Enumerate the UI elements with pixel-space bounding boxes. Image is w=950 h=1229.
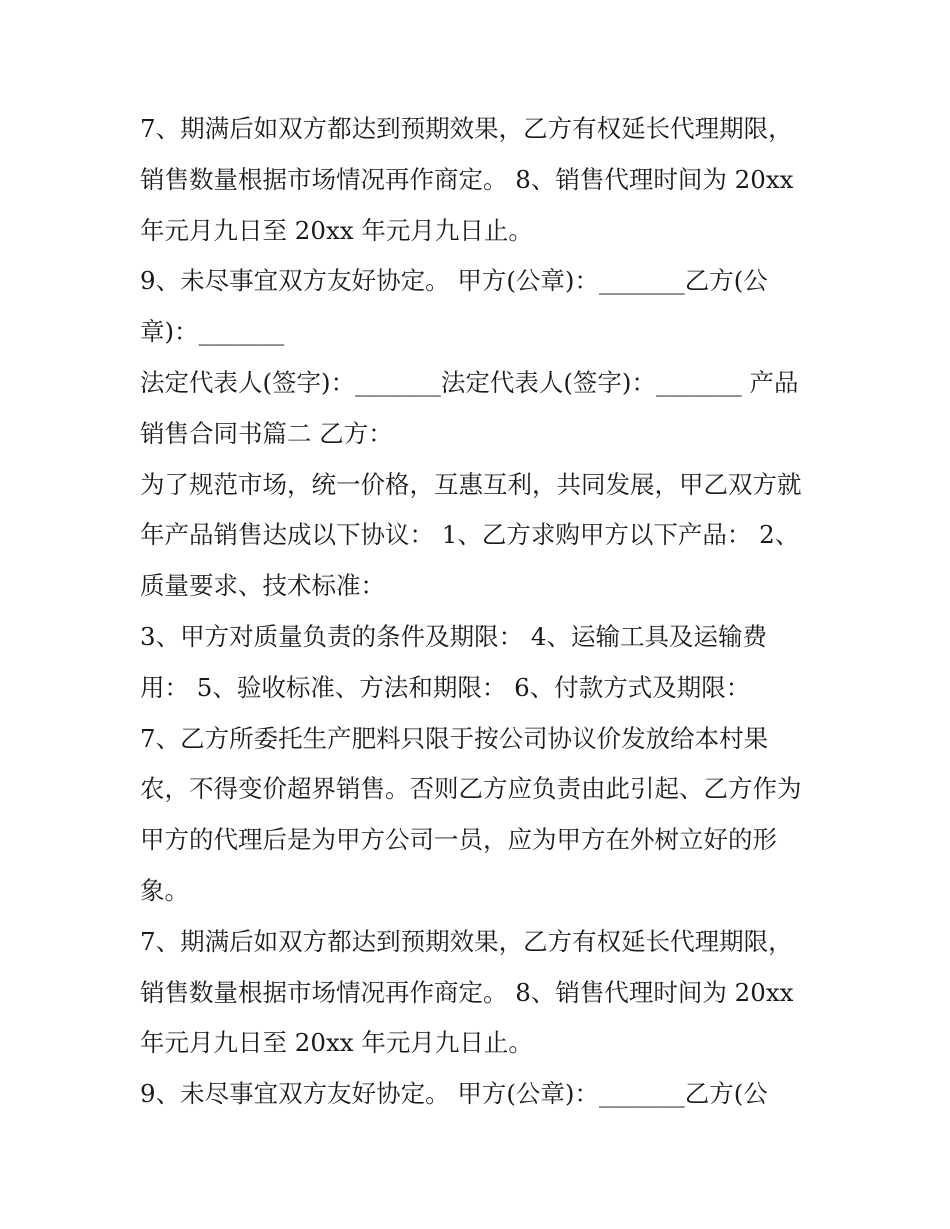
text-line: 年产品销售达成以下协议： 1、乙方求购甲方以下产品： 2、 [140,520,800,550]
text-line: 章)：_______ [140,317,285,347]
text-line: 甲方的代理后是为甲方公司一员，应为甲方在外树立好的形 [140,825,777,855]
text-line: 象。 [140,875,189,905]
text-line: 销售合同书篇二 乙方： [140,418,393,448]
text-line: 年元月九日至 20xx 年元月九日止。 [140,215,533,245]
text-line: 7、乙方所委托生产肥料只限于按公司协议价发放给本村果 [140,723,769,753]
text-line: 用： 5、验收标准、方法和期限： 6、付款方式及期限： [140,672,751,702]
text-line: 销售数量根据市场情况再作商定。 8、销售代理时间为 20xx [140,977,794,1007]
text-line: 销售数量根据市场情况再作商定。 8、销售代理时间为 20xx [140,164,794,194]
text-line: 为了规范市场，统一价格，互惠互利，共同发展，甲乙双方就 [140,469,802,499]
text-line: 9、未尽事宜双方友好协定。 甲方(公章)：_______乙方(公 [140,1079,768,1109]
text-line: 农，不得变价超界销售。否则乙方应负责由此引起、乙方作为 [140,774,802,804]
text-line: 质量要求、技术标准： [140,571,385,601]
contract-text-body [140,104,830,1120]
text-line: 7、期满后如双方都达到预期效果，乙方有权延长代理期限， [140,926,793,956]
text-line: 9、未尽事宜双方友好协定。 甲方(公章)：_______乙方(公 [140,266,768,296]
text-line: 年元月九日至 20xx 年元月九日止。 [140,1028,533,1058]
text-line: 3、甲方对质量负责的条件及期限： 4、运输工具及运输费 [140,621,767,651]
text-line: 7、期满后如双方都达到预期效果，乙方有权延长代理期限， [140,114,793,143]
text-line: 法定代表人(签字)：_______法定代表人(签字)：_______ 产品 [140,367,799,397]
